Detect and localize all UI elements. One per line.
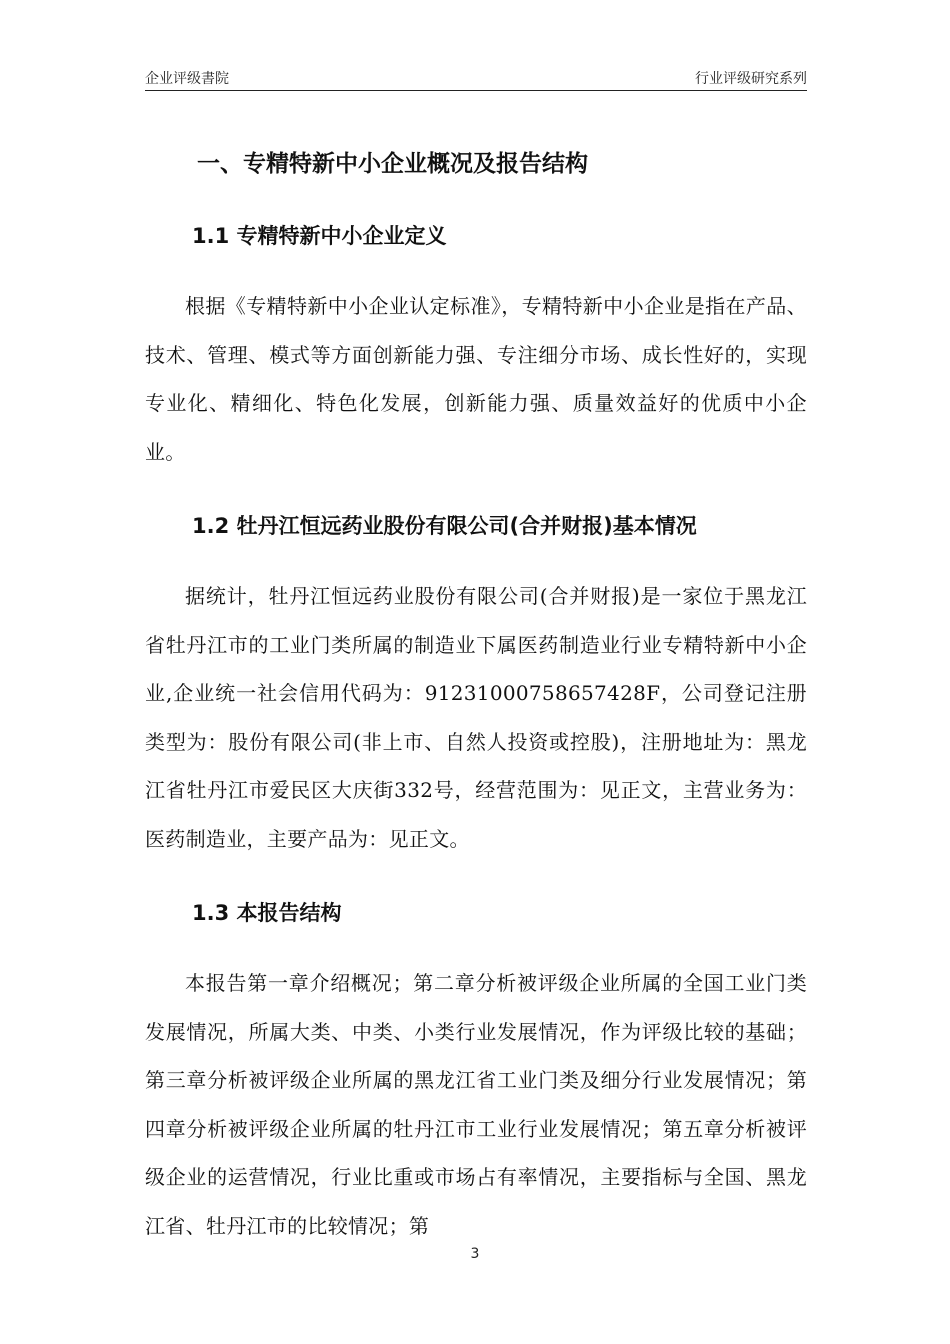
section-title: 一、专精特新中小企业概况及报告结构	[197, 151, 588, 177]
page-content	[145, 140, 807, 1250]
page-header	[145, 64, 807, 91]
subsection-title-1-3: 1.3 本报告结构	[192, 901, 342, 925]
paragraph-report-structure: 本报告第一章介绍概况；第二章分析被评级企业所属的全国工业门类发展情况，所属大类、中类、小类行业发展情况，作为评级比较的基础；第三章分析被评级企业所属的黑龙江省工业门类及细分行业发展情况；第四章分析被评级企业所属的牡丹江市工业行业发展情况；第五章分析被评级企业的运营情况，行业比重或市场占有率情况，主要指标与全国、黑龙江省、牡丹江市的比较情况；第	[145, 971, 807, 1238]
page-number: 3	[470, 1246, 480, 1262]
paragraph-company-info: 据统计，牡丹江恒远药业股份有限公司(合并财报)是一家位于黑龙江省牡丹江市的工业门类所属的制造业下属医药制造业行业专精特新中小企业,企业统一社会信用代码为：91231000758657428F，公司登记注册类型为：股份有限公司(非上市、自然人投资或控股)，注册地址为：黑龙江省牡丹江市爱民区大庆街332号，经营范围为：见正文，主营业务为：医药制造业，主要产品为：见正文。	[145, 584, 807, 851]
header-publisher: 企业评级書院	[145, 71, 229, 87]
header-series: 行业评级研究系列	[695, 71, 807, 87]
subsection-title-1-2: 1.2 牡丹江恒远药业股份有限公司(合并财报)基本情况	[192, 514, 697, 538]
paragraph-definition: 根据《专精特新中小企业认定标准》，专精特新中小企业是指在产品、技术、管理、模式等方面创新能力强、专注细分市场、成长性好的，实现专业化、精细化、特色化发展，创新能力强、质量效益好的优质中小企业。	[145, 294, 807, 464]
subsection-title-1-1: 1.1 专精特新中小企业定义	[192, 224, 447, 248]
